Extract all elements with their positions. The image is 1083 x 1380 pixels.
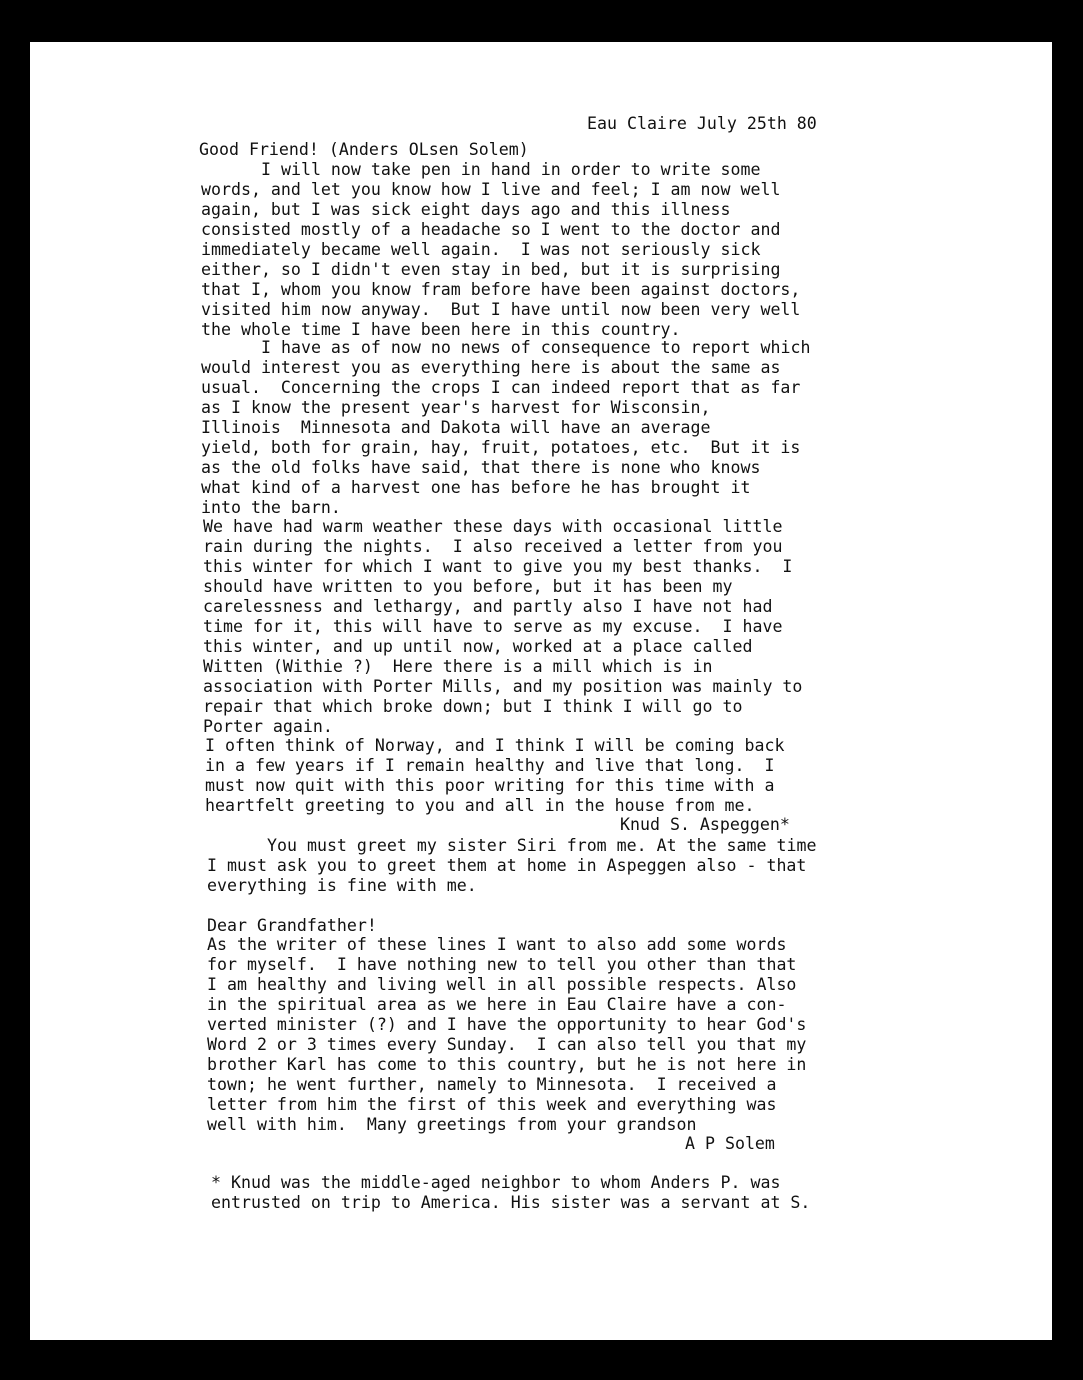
text-line: as I know the present year's harvest for Wisconsin, — [201, 398, 711, 417]
text-line: I often think of Norway, and I think I will be coming back — [205, 736, 785, 755]
text-line: entrusted on trip to America. His sister was a servant at S. — [211, 1193, 811, 1212]
text-line: as the old folks have said, that there is none who knows — [201, 458, 761, 477]
salutation: Good Friend! (Anders OLsen Solem) — [199, 140, 529, 159]
text-line: in a few years if I remain healthy and live that long. I — [205, 756, 775, 775]
text-line: repair that which broke down; but I think I will go to — [203, 697, 743, 716]
text-line: Porter again. — [203, 717, 333, 736]
text-line: Word 2 or 3 times every Sunday. I can also tell you that my — [207, 1035, 807, 1054]
text-line: rain during the nights. I also received a letter from you — [203, 537, 783, 556]
text-line: for myself. I have nothing new to tell you other than that — [207, 955, 797, 974]
text-line: verted minister (?) and I have the opportunity to hear God's — [207, 1015, 807, 1034]
signature-ap-solem: A P Solem — [685, 1134, 775, 1153]
text-line: words, and let you know how I live and feel; I am now well — [201, 180, 781, 199]
text-line: brother Karl has come to this country, but he is not here in — [207, 1055, 807, 1074]
salutation-grandfather: Dear Grandfather! — [207, 916, 377, 935]
text-line: yield, both for grain, hay, fruit, potatoes, etc. But it is — [201, 438, 801, 457]
dateline: Eau Claire July 25th 80 — [587, 114, 817, 133]
text-line: well with him. Many greetings from your grandson — [207, 1115, 697, 1134]
text-line: You must greet my sister Siri from me. At the same time — [267, 836, 817, 855]
text-line: should have written to you before, but it has been my — [203, 577, 733, 596]
text-line: association with Porter Mills, and my position was mainly to — [203, 677, 803, 696]
text-line: either, so I didn't even stay in bed, but it is surprising — [201, 260, 781, 279]
text-line: Witten (Withie ?) Here there is a mill which is in — [203, 657, 713, 676]
text-line: heartfelt greeting to you and all in the house from me. — [205, 796, 755, 815]
text-line: this winter, and up until now, worked at a place called — [203, 637, 753, 656]
signature-knud: Knud S. Aspeggen* — [620, 815, 790, 834]
text-line: usual. Concerning the crops I can indeed report that as far — [201, 378, 801, 397]
text-line: I am healthy and living well in all possible respects. Also — [207, 975, 797, 994]
text-line: I will now take pen in hand in order to write some — [261, 160, 761, 179]
text-line: immediately became well again. I was not seriously sick — [201, 240, 761, 259]
letter-page — [30, 42, 1052, 1340]
text-line: * Knud was the middle-aged neighbor to whom Anders P. was — [211, 1173, 781, 1192]
text-line: what kind of a harvest one has before he has brought it — [201, 478, 751, 497]
text-line: this winter for which I want to give you my best thanks. I — [203, 557, 793, 576]
text-line: I must ask you to greet them at home in Aspeggen also - that — [207, 856, 807, 875]
text-line: in the spiritual area as we here in Eau Claire have a con- — [207, 995, 787, 1014]
text-line: time for it, this will have to serve as my excuse. I have — [203, 617, 783, 636]
text-line: carelessness and lethargy, and partly also I have not had — [203, 597, 773, 616]
text-line: must now quit with this poor writing for this time with a — [205, 776, 775, 795]
text-line: As the writer of these lines I want to also add some words — [207, 935, 787, 954]
text-line: that I, whom you know fram before have been against doctors, — [201, 280, 801, 299]
text-line: consisted mostly of a headache so I went to the doctor and — [201, 220, 781, 239]
text-line: I have as of now no news of consequence to report which — [261, 338, 811, 357]
text-line: We have had warm weather these days with occasional little — [203, 517, 783, 536]
text-line: again, but I was sick eight days ago and this illness — [201, 200, 731, 219]
text-line: Illinois Minnesota and Dakota will have an average — [201, 418, 711, 437]
text-line: visited him now anyway. But I have until now been very well — [201, 300, 801, 319]
text-line: would interest you as everything here is about the same as — [201, 358, 781, 377]
text-line: into the barn. — [201, 498, 341, 517]
text-line: everything is fine with me. — [207, 876, 477, 895]
text-line: the whole time I have been here in this country. — [201, 320, 681, 339]
text-line: letter from him the first of this week and everything was — [207, 1095, 777, 1114]
text-line: town; he went further, namely to Minnesota. I received a — [207, 1075, 777, 1094]
